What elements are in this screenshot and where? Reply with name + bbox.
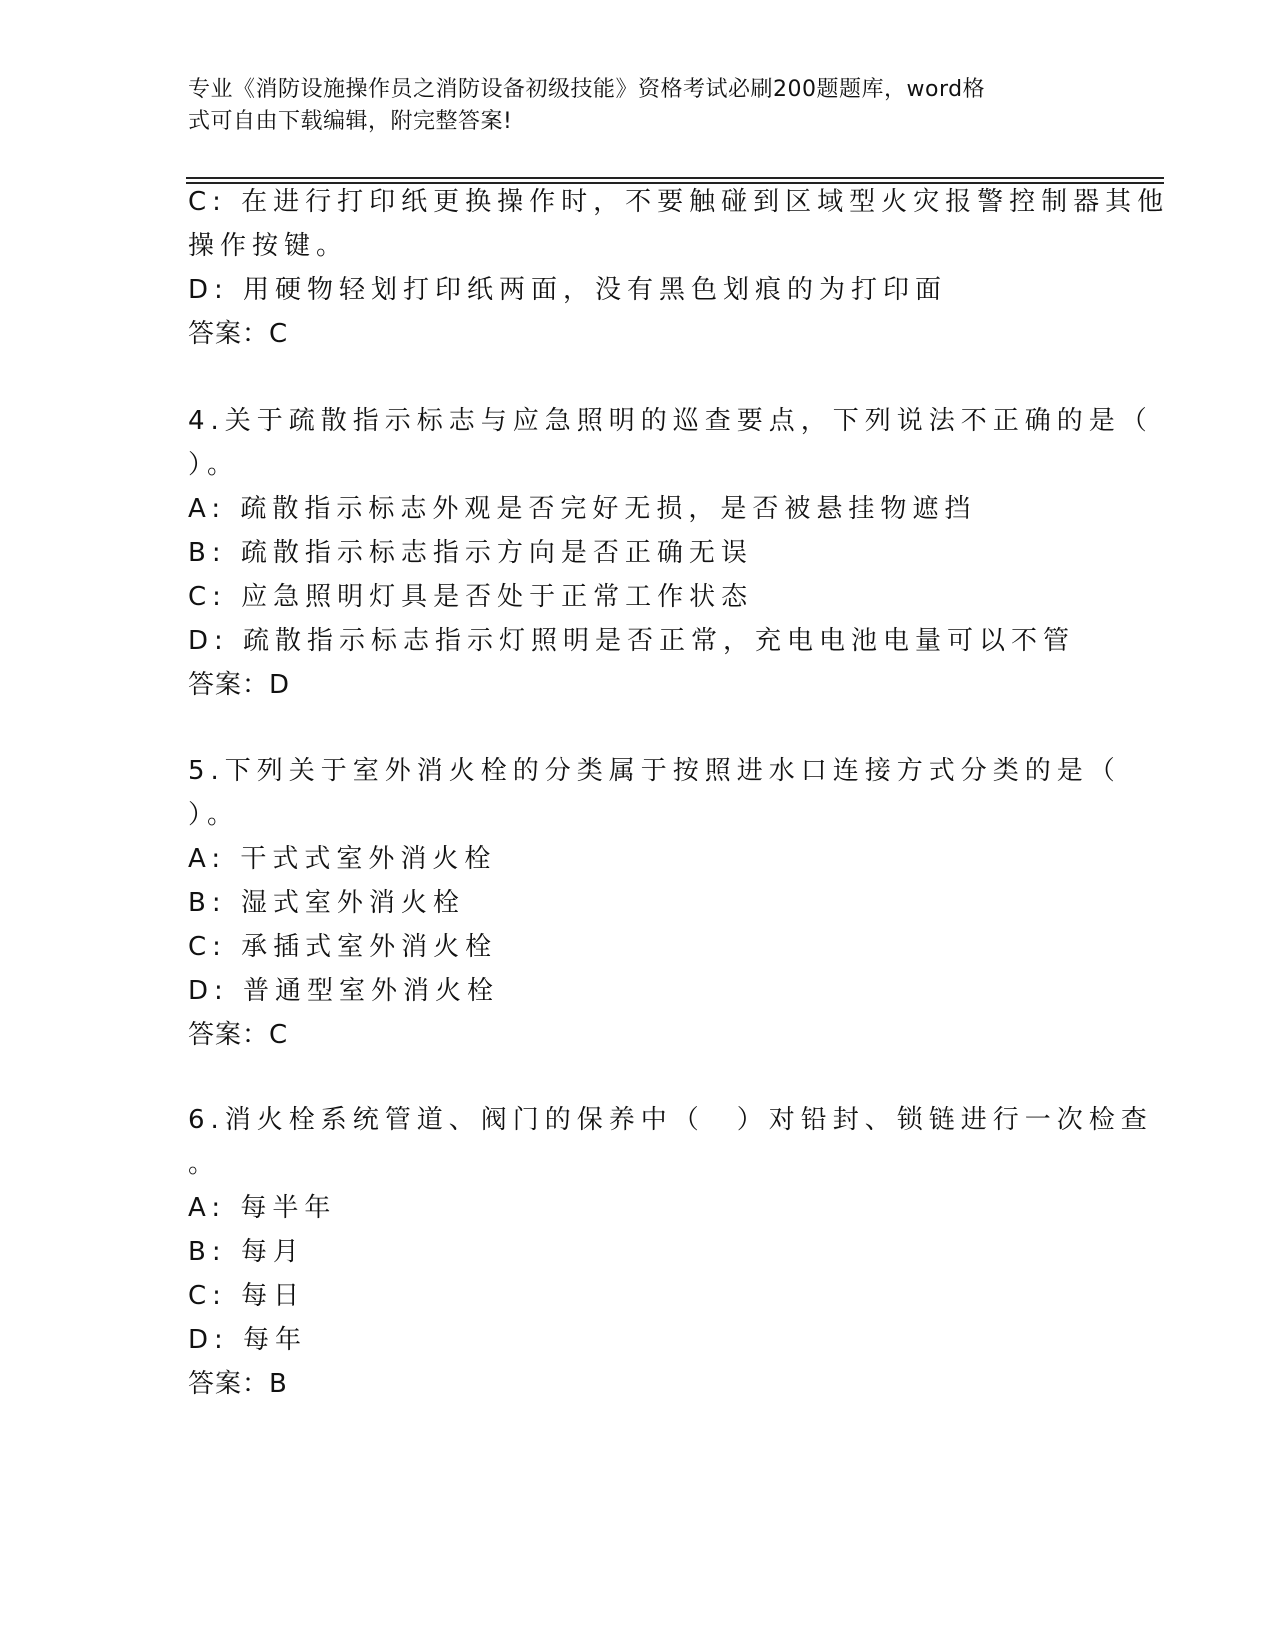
- q4-option-a: A: 疏散指示标志外观是否完好无损，是否被悬挂物遮挡: [188, 494, 977, 524]
- q5-option-a: A: 干式式室外消火栓: [188, 844, 497, 874]
- q6-question-line-1: 6.消火栓系统管道、阀门的保养中（ ）对铅封、锁链进行一次检查: [188, 1105, 1153, 1135]
- q4-option-b: B: 疏散指示标志指示方向是否正确无误: [188, 538, 753, 568]
- q5-question-line-1: 5.下列关于室外消火栓的分类属于按照进水口连接方式分类的是（: [188, 756, 1121, 786]
- q4-option-c: C: 应急照明灯具是否处于正常工作状态: [188, 582, 754, 612]
- q5-option-c: C: 承插式室外消火栓: [188, 932, 498, 962]
- q6-option-b: B: 每月: [188, 1237, 305, 1267]
- q6-option-c: C: 每日: [188, 1281, 306, 1311]
- q3-option-c-line-1: C: 在进行打印纸更换操作时，不要触碰到区域型火灾报警控制器其他: [188, 187, 1170, 217]
- header-divider-bottom: [186, 182, 1164, 184]
- q3-option-c-line-2: 操作按键。: [188, 231, 349, 261]
- q5-option-d: D: 普通型室外消火栓: [188, 976, 500, 1006]
- q4-question-line-2: ）。: [188, 450, 240, 480]
- q4-question-line-1: 4.关于疏散指示标志与应急照明的巡查要点，下列说法不正确的是（: [188, 406, 1153, 436]
- q6-option-a: A: 每半年: [188, 1193, 337, 1223]
- q5-question-line-2: ）。: [188, 800, 240, 830]
- header-divider-top: [186, 177, 1164, 179]
- q3-answer: 答案：C: [188, 319, 289, 349]
- q6-option-d: D: 每年: [188, 1325, 308, 1355]
- q3-option-d: D: 用硬物轻划打印纸两面，没有黑色划痕的为打印面: [188, 275, 948, 305]
- q4-option-d: D: 疏散指示标志指示灯照明是否正常，充电电池电量可以不管: [188, 626, 1076, 656]
- q6-question-line-2: 。: [188, 1149, 221, 1179]
- q5-option-b: B: 湿式室外消火栓: [188, 888, 465, 918]
- q4-answer: 答案：D: [188, 670, 291, 700]
- header-line-2: 式可自由下载编辑，附完整答案!: [188, 109, 513, 134]
- q5-answer: 答案：C: [188, 1020, 289, 1050]
- document-header: [188, 74, 1068, 138]
- header-line-1: 专业《消防设施操作员之消防设备初级技能》资格考试必刷200题题库，word格: [188, 77, 986, 102]
- q6-answer: 答案：B: [188, 1369, 288, 1399]
